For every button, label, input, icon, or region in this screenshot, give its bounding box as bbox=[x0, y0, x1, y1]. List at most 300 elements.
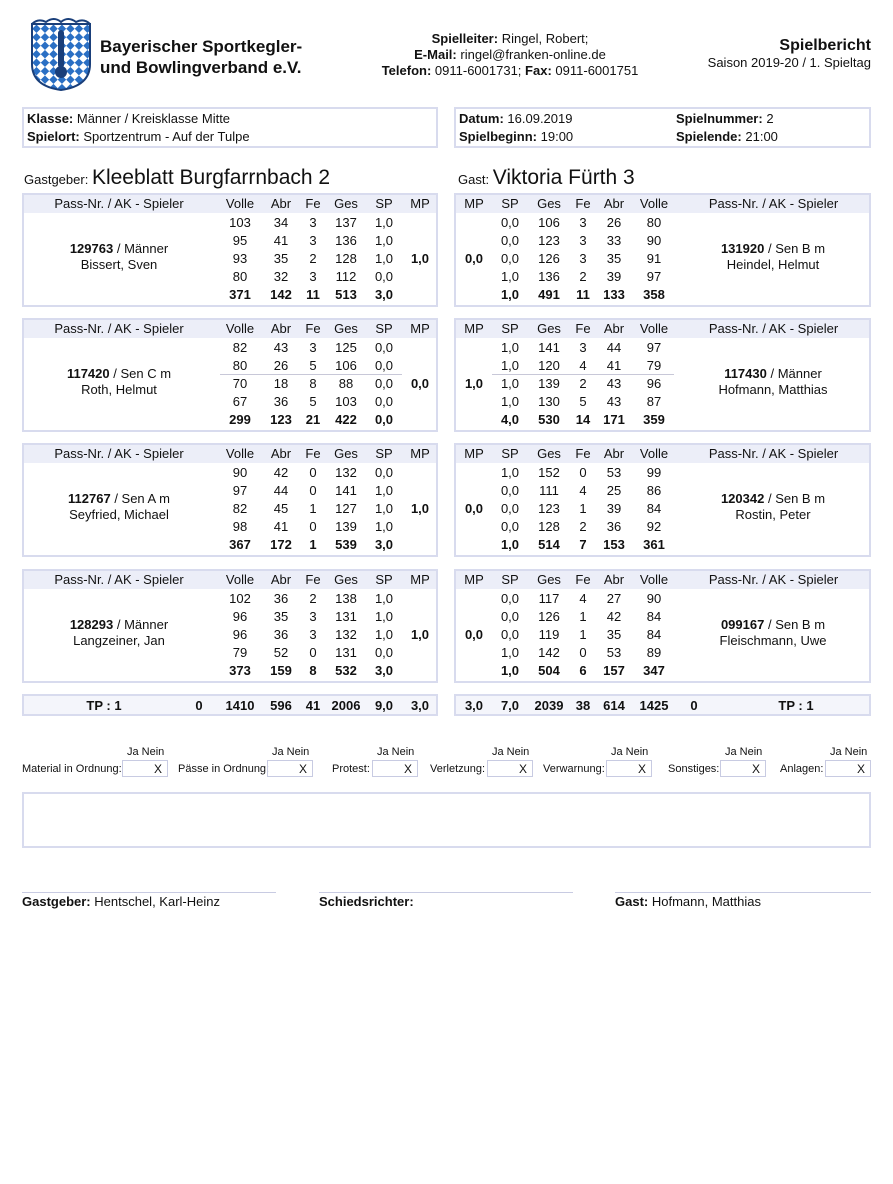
column-header-player: Pass-Nr. / AK - Spieler bbox=[708, 321, 839, 336]
lane-fe: 3 bbox=[309, 215, 317, 230]
lane-ges: 130 bbox=[538, 394, 560, 409]
lane-abr: 36 bbox=[606, 519, 622, 534]
guest-totals-fe: 38 bbox=[575, 698, 591, 713]
total-fe: 21 bbox=[305, 412, 321, 427]
player-name: Bissert, Sven bbox=[80, 257, 158, 272]
lane-abr: 36 bbox=[273, 394, 289, 409]
home-team bbox=[24, 166, 330, 190]
lane-volle: 99 bbox=[646, 465, 662, 480]
guest-totals-ges: 2039 bbox=[534, 698, 564, 713]
ja-nein-label: Ja Nein bbox=[492, 746, 530, 758]
lane-fe: 0 bbox=[579, 465, 587, 480]
lane-fe: 3 bbox=[579, 233, 587, 248]
match-number-label: Spielnummer: bbox=[676, 111, 763, 126]
lane-sp: 1,0 bbox=[500, 645, 520, 660]
referee-signature-line bbox=[319, 892, 573, 893]
class-value: Männer / Kreisklasse Mitte bbox=[76, 111, 231, 126]
player-pass-number: 131920 bbox=[720, 241, 765, 256]
lane-abr: 44 bbox=[273, 483, 289, 498]
column-header-ges: Ges bbox=[537, 572, 561, 587]
lane-sp: 0,0 bbox=[374, 340, 394, 355]
lane-volle: 90 bbox=[646, 233, 662, 248]
total-ges: 504 bbox=[538, 663, 560, 678]
guest-signature-line bbox=[615, 892, 871, 893]
lane-volle: 92 bbox=[646, 519, 662, 534]
lane-divider bbox=[220, 374, 402, 375]
lane-sp: 1,0 bbox=[500, 465, 520, 480]
player-id-line bbox=[678, 491, 868, 507]
lane-sp: 0,0 bbox=[500, 483, 520, 498]
guest-totals-volle: 1425 bbox=[639, 698, 669, 713]
lane-sp: 0,0 bbox=[374, 465, 394, 480]
total-volle: 358 bbox=[643, 287, 665, 302]
class-label: Klasse: bbox=[27, 111, 74, 126]
lane-abr: 53 bbox=[606, 645, 622, 660]
player-match-points: 0,0 bbox=[410, 376, 430, 391]
player-match-points: 1,0 bbox=[410, 627, 430, 642]
lane-sp: 0,0 bbox=[500, 251, 520, 266]
lane-ges: 136 bbox=[335, 233, 357, 248]
lane-abr: 42 bbox=[273, 465, 289, 480]
home-totals-ges: 2006 bbox=[331, 698, 361, 713]
ja-nein-label: Ja Nein bbox=[272, 746, 310, 758]
column-header-ges: Ges bbox=[537, 321, 561, 336]
check-box[interactable] bbox=[267, 760, 313, 777]
lane-abr: 25 bbox=[606, 483, 622, 498]
check-box[interactable] bbox=[606, 760, 652, 777]
home-totals-mp: 3,0 bbox=[410, 698, 430, 713]
player-age-class: / Männer bbox=[116, 241, 169, 256]
lane-abr: 41 bbox=[273, 519, 289, 534]
lane-abr: 41 bbox=[606, 358, 622, 373]
total-ges: 514 bbox=[538, 537, 560, 552]
column-header-sp: SP bbox=[501, 321, 519, 336]
guest-player-panel bbox=[454, 318, 871, 432]
column-header-mp: MP bbox=[410, 446, 430, 461]
phone-value: 0911-6001731; bbox=[434, 63, 522, 78]
lane-volle: 97 bbox=[646, 269, 662, 284]
lane-sp: 1,0 bbox=[374, 483, 394, 498]
org-name-line2: und Bowlingverband e.V. bbox=[100, 58, 302, 77]
leader-value: Ringel, Robert; bbox=[501, 31, 589, 46]
lane-ges: 117 bbox=[538, 591, 560, 606]
player-id-line bbox=[24, 491, 214, 507]
player-age-class: / Sen C m bbox=[113, 366, 172, 381]
lane-ges: 111 bbox=[539, 483, 559, 498]
column-header-mp: MP bbox=[464, 446, 484, 461]
leader-label: Spielleiter: bbox=[431, 31, 499, 46]
lane-volle: 80 bbox=[646, 215, 662, 230]
check-label: Sonstiges: bbox=[668, 763, 720, 775]
lane-sp: 1,0 bbox=[500, 358, 520, 373]
phone-label: Telefon: bbox=[381, 63, 432, 78]
column-header-ges: Ges bbox=[537, 446, 561, 461]
fax-label: Fax: bbox=[525, 63, 552, 78]
column-header-player: Pass-Nr. / AK - Spieler bbox=[54, 321, 184, 336]
player-age-class: / Männer bbox=[770, 366, 822, 381]
venue-label: Spielort: bbox=[27, 129, 80, 144]
lane-sp: 1,0 bbox=[374, 609, 394, 624]
player-name: Rostin, Peter bbox=[735, 507, 811, 522]
guest-signature-label: Gast: bbox=[615, 894, 649, 909]
column-header-sp: SP bbox=[375, 446, 393, 461]
lane-volle: 80 bbox=[232, 269, 248, 284]
column-header-sp: SP bbox=[375, 321, 393, 336]
lane-fe: 2 bbox=[579, 376, 587, 391]
player-pass-number: 117420 bbox=[66, 366, 110, 381]
player-id-line bbox=[24, 617, 214, 633]
league-leader-block bbox=[360, 31, 660, 79]
player-name: Roth, Helmut bbox=[81, 382, 157, 397]
lane-fe: 3 bbox=[579, 215, 587, 230]
ja-nein-label: Ja Nein bbox=[611, 746, 649, 758]
player-info bbox=[24, 491, 214, 523]
lane-fe: 1 bbox=[579, 501, 587, 516]
lane-abr: 42 bbox=[606, 609, 622, 624]
guest-player-panel bbox=[454, 443, 871, 557]
lane-volle: 90 bbox=[232, 465, 248, 480]
column-header-volle: Volle bbox=[639, 321, 669, 336]
player-age-class: / Sen B m bbox=[767, 617, 826, 632]
player-match-points: 1,0 bbox=[464, 376, 484, 391]
player-info bbox=[678, 241, 868, 273]
column-header-mp: MP bbox=[464, 321, 484, 336]
lane-volle: 95 bbox=[232, 233, 248, 248]
lane-abr: 34 bbox=[273, 215, 289, 230]
lane-sp: 0,0 bbox=[374, 269, 394, 284]
lane-abr: 53 bbox=[606, 465, 622, 480]
lane-ges: 120 bbox=[538, 358, 560, 373]
guest-signature bbox=[615, 894, 761, 909]
lane-abr: 52 bbox=[273, 645, 289, 660]
total-volle: 367 bbox=[229, 537, 251, 552]
column-header-fe: Fe bbox=[575, 446, 591, 461]
column-header-player: Pass-Nr. / AK - Spieler bbox=[54, 446, 184, 461]
lane-ges: 128 bbox=[538, 519, 560, 534]
lane-abr: 39 bbox=[606, 501, 622, 516]
player-age-class: / Sen B m bbox=[767, 241, 826, 256]
column-header-volle: Volle bbox=[225, 196, 255, 211]
lane-ges: 106 bbox=[335, 358, 357, 373]
lane-volle: 97 bbox=[646, 340, 662, 355]
lane-volle: 102 bbox=[229, 591, 251, 606]
total-fe: 8 bbox=[309, 663, 317, 678]
lane-sp: 0,0 bbox=[500, 609, 520, 624]
column-header-abr: Abr bbox=[603, 572, 625, 587]
lane-sp: 0,0 bbox=[500, 233, 520, 248]
total-sp: 3,0 bbox=[374, 537, 394, 552]
lane-volle: 84 bbox=[646, 627, 662, 642]
column-header-ges: Ges bbox=[334, 572, 358, 587]
player-match-points: 1,0 bbox=[410, 251, 430, 266]
column-header-abr: Abr bbox=[270, 321, 292, 336]
lane-fe: 5 bbox=[579, 394, 587, 409]
lane-ges: 136 bbox=[538, 269, 560, 284]
lane-sp: 1,0 bbox=[500, 394, 520, 409]
total-volle: 347 bbox=[643, 663, 665, 678]
lane-abr: 36 bbox=[273, 627, 289, 642]
home-signature-label: Gastgeber: bbox=[22, 894, 91, 909]
lane-abr: 35 bbox=[273, 609, 289, 624]
lane-volle: 79 bbox=[646, 358, 662, 373]
guest-totals-sp: 7,0 bbox=[500, 698, 520, 713]
total-fe: 11 bbox=[306, 287, 320, 302]
home-totals-extra: 0 bbox=[195, 698, 203, 713]
column-header-player: Pass-Nr. / AK - Spieler bbox=[708, 446, 839, 461]
lane-volle: 84 bbox=[646, 501, 662, 516]
lane-abr: 32 bbox=[273, 269, 289, 284]
total-sp: 4,0 bbox=[500, 412, 520, 427]
total-abr: 172 bbox=[270, 537, 292, 552]
check-box[interactable] bbox=[720, 760, 766, 777]
total-ges: 539 bbox=[335, 537, 357, 552]
lane-abr: 18 bbox=[273, 376, 289, 391]
column-header-ges: Ges bbox=[334, 321, 358, 336]
check-mark: X bbox=[404, 762, 413, 776]
column-header-sp: SP bbox=[375, 572, 393, 587]
lane-sp: 0,0 bbox=[374, 394, 394, 409]
venue-value: Sportzentrum - Auf der Tulpe bbox=[83, 129, 250, 144]
column-header-fe: Fe bbox=[305, 196, 321, 211]
column-header-fe: Fe bbox=[575, 321, 591, 336]
lane-fe: 0 bbox=[309, 465, 317, 480]
player-match-points: 0,0 bbox=[464, 251, 484, 266]
column-header-mp: MP bbox=[410, 321, 430, 336]
home-player-panel bbox=[22, 318, 438, 432]
federation-logo bbox=[28, 16, 94, 92]
guest-team-label: Gast: bbox=[458, 172, 490, 187]
lane-sp: 1,0 bbox=[500, 376, 520, 391]
player-info bbox=[678, 491, 868, 523]
lane-ges: 128 bbox=[335, 251, 357, 266]
lane-fe: 1 bbox=[309, 501, 317, 516]
start-value: 19:00 bbox=[540, 129, 574, 144]
lane-abr: 26 bbox=[606, 215, 622, 230]
email-value: ringel@franken-online.de bbox=[460, 47, 606, 62]
lane-ges: 132 bbox=[335, 627, 357, 642]
column-header-sp: SP bbox=[501, 196, 519, 211]
lane-abr: 43 bbox=[606, 376, 622, 391]
total-sp: 0,0 bbox=[374, 412, 394, 427]
column-header-sp: SP bbox=[375, 196, 393, 211]
guest-totals-row bbox=[454, 694, 871, 716]
home-team-name: Kleeblatt Burgfarrnbach 2 bbox=[91, 166, 331, 189]
check-mark: X bbox=[638, 762, 647, 776]
column-header-ges: Ges bbox=[537, 196, 561, 211]
player-id-line bbox=[678, 366, 868, 382]
home-totals-volle: 1410 bbox=[225, 698, 255, 713]
lane-fe: 3 bbox=[309, 340, 317, 355]
player-info bbox=[24, 617, 214, 649]
total-volle: 373 bbox=[229, 663, 251, 678]
lane-fe: 0 bbox=[309, 645, 317, 660]
lane-volle: 84 bbox=[646, 609, 662, 624]
lane-ges: 123 bbox=[538, 233, 560, 248]
lane-abr: 35 bbox=[273, 251, 289, 266]
total-volle: 361 bbox=[643, 537, 665, 552]
player-name: Hofmann, Matthias bbox=[718, 382, 828, 397]
lane-sp: 1,0 bbox=[374, 215, 394, 230]
player-pass-number: 117430 bbox=[724, 366, 767, 381]
lane-sp: 1,0 bbox=[374, 251, 394, 266]
check-label: Verwarnung: bbox=[543, 763, 605, 775]
lane-ges: 132 bbox=[335, 465, 357, 480]
lane-fe: 3 bbox=[579, 251, 587, 266]
column-header-abr: Abr bbox=[603, 321, 625, 336]
lane-volle: 96 bbox=[232, 609, 248, 624]
column-header-mp: MP bbox=[410, 572, 430, 587]
guest-team-points: TP : 1 bbox=[778, 698, 814, 713]
player-age-class: / Sen A m bbox=[114, 491, 170, 506]
player-pass-number: 128293 bbox=[69, 617, 114, 632]
home-team-label: Gastgeber: bbox=[24, 172, 89, 187]
lane-sp: 1,0 bbox=[374, 519, 394, 534]
player-id-line bbox=[678, 241, 868, 257]
lane-ges: 127 bbox=[335, 501, 357, 516]
lane-sp: 1,0 bbox=[374, 591, 394, 606]
lane-ges: 139 bbox=[335, 519, 357, 534]
player-match-points: 0,0 bbox=[464, 501, 484, 516]
home-signature-line bbox=[22, 892, 276, 893]
lane-fe: 3 bbox=[309, 269, 317, 284]
player-name: Langzeiner, Jan bbox=[73, 633, 165, 648]
lane-fe: 1 bbox=[579, 609, 587, 624]
lane-fe: 4 bbox=[579, 358, 587, 373]
total-abr: 133 bbox=[603, 287, 625, 302]
lane-abr: 27 bbox=[606, 591, 622, 606]
fax-value: 0911-6001751 bbox=[555, 63, 639, 78]
total-fe: 1 bbox=[309, 537, 317, 552]
total-fe: 11 bbox=[576, 287, 590, 302]
check-label: Verletzung: bbox=[430, 763, 486, 775]
column-header-abr: Abr bbox=[270, 446, 292, 461]
ja-nein-label: Ja Nein bbox=[725, 746, 763, 758]
column-header-fe: Fe bbox=[305, 572, 321, 587]
check-box[interactable] bbox=[122, 760, 168, 777]
season-label: Saison 2019-20 / 1. Spieltag bbox=[707, 55, 871, 70]
lane-fe: 4 bbox=[579, 483, 587, 498]
lane-fe: 5 bbox=[309, 358, 317, 373]
lane-volle: 93 bbox=[232, 251, 248, 266]
lane-ges: 112 bbox=[335, 269, 357, 284]
lane-ges: 131 bbox=[335, 609, 357, 624]
check-box[interactable] bbox=[372, 760, 418, 777]
lane-abr: 41 bbox=[273, 233, 289, 248]
total-ges: 513 bbox=[335, 287, 357, 302]
column-header-mp: MP bbox=[464, 572, 484, 587]
column-header-ges: Ges bbox=[334, 446, 358, 461]
lane-volle: 80 bbox=[232, 358, 248, 373]
check-mark: X bbox=[299, 762, 308, 776]
org-name-line1: Bayerischer Sportkegler- bbox=[100, 37, 303, 56]
guest-signature-name: Hofmann, Matthias bbox=[651, 894, 761, 909]
lane-ges: 123 bbox=[538, 501, 560, 516]
player-info bbox=[24, 241, 214, 273]
lane-fe: 0 bbox=[309, 483, 317, 498]
lane-volle: 82 bbox=[232, 340, 248, 355]
lane-abr: 35 bbox=[606, 627, 622, 642]
lane-fe: 0 bbox=[579, 645, 587, 660]
player-pass-number: 112767 bbox=[68, 491, 111, 506]
home-team-points: TP : 1 bbox=[86, 698, 122, 713]
lane-sp: 0,0 bbox=[500, 501, 520, 516]
guest-player-panel bbox=[454, 193, 871, 307]
home-signature bbox=[22, 894, 220, 909]
lane-sp: 1,0 bbox=[374, 233, 394, 248]
lane-volle: 97 bbox=[232, 483, 248, 498]
lane-ges: 137 bbox=[335, 215, 357, 230]
column-header-sp: SP bbox=[501, 572, 519, 587]
notes-box[interactable] bbox=[22, 792, 871, 848]
total-sp: 3,0 bbox=[374, 663, 394, 678]
check-box[interactable] bbox=[487, 760, 533, 777]
column-header-sp: SP bbox=[501, 446, 519, 461]
check-mark: X bbox=[752, 762, 761, 776]
home-player-panel bbox=[22, 193, 438, 307]
player-age-class: / Sen B m bbox=[767, 491, 826, 506]
column-header-fe: Fe bbox=[575, 572, 591, 587]
lane-ges: 141 bbox=[538, 340, 560, 355]
player-match-points: 1,0 bbox=[410, 501, 430, 516]
player-id-line bbox=[678, 617, 868, 633]
column-header-player: Pass-Nr. / AK - Spieler bbox=[708, 196, 839, 211]
lane-fe: 3 bbox=[309, 233, 317, 248]
player-id-line bbox=[24, 366, 214, 382]
lane-ges: 142 bbox=[538, 645, 560, 660]
column-header-ges: Ges bbox=[334, 196, 358, 211]
lane-sp: 0,0 bbox=[374, 358, 394, 373]
lane-ges: 125 bbox=[335, 340, 357, 355]
lane-sp: 1,0 bbox=[500, 340, 520, 355]
lane-abr: 43 bbox=[273, 340, 289, 355]
lane-sp: 0,0 bbox=[500, 215, 520, 230]
email-label: E-Mail: bbox=[414, 47, 457, 62]
lane-volle: 90 bbox=[646, 591, 662, 606]
column-header-volle: Volle bbox=[639, 572, 669, 587]
column-header-volle: Volle bbox=[225, 321, 255, 336]
guest-player-panel bbox=[454, 569, 871, 683]
home-totals-abr: 596 bbox=[270, 698, 292, 713]
total-abr: 123 bbox=[270, 412, 292, 427]
match-class-box bbox=[22, 107, 438, 148]
check-box[interactable] bbox=[825, 760, 871, 777]
column-header-abr: Abr bbox=[270, 572, 292, 587]
column-header-mp: MP bbox=[410, 196, 430, 211]
player-match-points: 0,0 bbox=[464, 627, 484, 642]
home-signature-name: Hentschel, Karl-Heinz bbox=[94, 894, 220, 909]
lane-volle: 103 bbox=[229, 215, 251, 230]
guest-team bbox=[458, 166, 635, 190]
home-totals-fe: 41 bbox=[305, 698, 321, 713]
lane-volle: 96 bbox=[646, 376, 662, 391]
ja-nein-label: Ja Nein bbox=[830, 746, 868, 758]
org-name bbox=[100, 36, 302, 78]
home-player-panel bbox=[22, 443, 438, 557]
lane-fe: 2 bbox=[309, 251, 317, 266]
total-fe: 7 bbox=[579, 537, 587, 552]
ja-nein-label: Ja Nein bbox=[377, 746, 415, 758]
total-volle: 371 bbox=[229, 287, 251, 302]
total-abr: 153 bbox=[603, 537, 625, 552]
check-label: Protest: bbox=[332, 763, 370, 775]
player-info bbox=[678, 366, 868, 398]
column-header-player: Pass-Nr. / AK - Spieler bbox=[54, 572, 184, 587]
lane-ges: 138 bbox=[335, 591, 357, 606]
lane-abr: 43 bbox=[606, 394, 622, 409]
lane-volle: 96 bbox=[232, 627, 248, 642]
ja-nein-label: Ja Nein bbox=[127, 746, 165, 758]
player-pass-number: 129763 bbox=[69, 241, 114, 256]
